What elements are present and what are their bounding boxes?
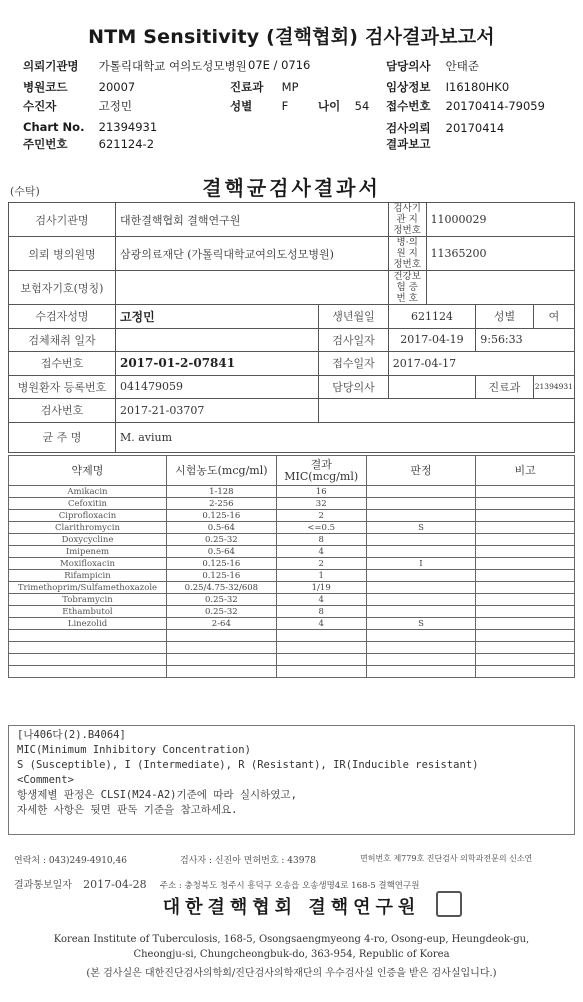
info-row [9,305,575,329]
exam-no-label: 검사번호 [9,399,116,423]
note-cell [476,582,575,594]
mic-cell: 4 [276,618,366,630]
health-ins-label: 건강보험 증 번 호 [388,271,426,305]
result-row [9,534,575,546]
reg-no-value: 2017-01-2-07841 [115,352,318,376]
exam-req-row [386,120,504,136]
footer-examiner: 검사자 : 신진아 면허번호 : 43978 [180,856,316,866]
request-org-value: 가톨릭대학교 여의도성모병원 [98,59,247,73]
empty-cell [9,654,167,666]
lab-name-value: 대한결핵협회 결핵연구원 [115,203,388,237]
col-range: 시험농도(mcg/ml) [166,456,276,486]
mic-cell: 8 [276,534,366,546]
interp-cell [366,606,476,618]
empty-cell [276,642,366,654]
accession-value: 20170414-79059 [445,99,545,113]
col-mic: 결과 MIC(mcg/ml) [276,456,366,486]
empty-cell [9,642,167,654]
pt-reg-label: 병원환자 등록번호 [9,375,116,399]
exam-time-value: 9:56:33 [476,328,575,352]
empty-cell [366,654,476,666]
lab-name-label: 검사기관명 [9,203,116,237]
empty-cell [9,630,167,642]
document-title: NTM Sensitivity (결핵협회) 검사결과보고서 [88,26,495,48]
notes-line-2: 자세한 사항은 뒷면 판독 기준을 참고하세요. [17,804,238,816]
note-cell [476,498,575,510]
range-cell: 0.25-32 [166,534,276,546]
age-row [318,98,369,114]
certification-disclaimer: (본 검사실은 대한진단검사의학회/진단검사의학재단의 우수검사실 인증을 받은 검사실입니다.) [86,968,497,979]
interp-cell: S [366,522,476,534]
range-cell: 0.25-32 [166,606,276,618]
drug-cell: Ciprofloxacin [9,510,167,522]
req-hosp-value: 삼광의료재단 (가톨릭대학교여의도성모병원) [115,237,388,271]
interp-cell: I [366,558,476,570]
age-value: 54 [354,99,370,113]
range-cell: 2-256 [166,498,276,510]
result-row [9,570,575,582]
interp-cell [366,498,476,510]
note-cell [476,618,575,630]
hospital-code-row [23,79,135,95]
resident-row [23,136,154,152]
empty-cell [366,630,476,642]
exam-date-value: 2017-04-19 [388,328,476,352]
empty-cell [166,642,276,654]
range-cell: 1-128 [166,486,276,498]
empty-result-row [9,654,575,666]
interp-cell [366,534,476,546]
drug-cell: Imipenem [9,546,167,558]
notes-comment-label: <Comment> [17,774,74,786]
doctor-row [386,58,479,74]
info-row [9,399,575,423]
range-cell: 0.125-16 [166,570,276,582]
resident-value: 621124-2 [98,137,155,151]
hosp-id-value: 11365200 [426,237,574,271]
drug-cell: Amikacin [9,486,167,498]
patient-row [23,98,132,114]
notes-box [8,725,575,835]
dept-label-cell: 진료과 [476,375,534,399]
institute-en-line-2: Cheongju-si, Chungcheongbuk-do, 363-954, Republic of Korea [133,949,450,960]
empty-cell [476,654,575,666]
footer-manager: 면허번호 제779호 진단검사 의학과전문의 신소연 [360,854,533,863]
exam-no-empty [319,399,575,423]
empty-cell [166,654,276,666]
drug-cell: Clarithromycin [9,522,167,534]
sex-label-cell: 성별 [476,305,534,329]
mic-cell: 4 [276,546,366,558]
note-cell [476,558,575,570]
doctor-label: 담당의사 [386,59,431,73]
result-row [9,606,575,618]
empty-cell [276,630,366,642]
empty-result-row [9,630,575,642]
notify-date: 2017-04-28 [83,878,147,891]
mic-cell: 16 [276,486,366,498]
lab-id-label: 검사기관 지정번호 [388,203,426,237]
request-org-label: 의뢰기관명 [23,59,79,73]
chart-label: Chart No. [23,120,85,134]
mic-cell: 32 [276,498,366,510]
drug-cell: Trimethoprim/Sulfamethoxazole [9,582,167,594]
notes-mic: MIC(Minimum Inhibitory Concentration) [17,744,251,756]
hospital-code-label: 병원코드 [23,80,68,94]
result-row [9,546,575,558]
hospital-code-value: 20007 [98,80,136,94]
clinical-value: I16180HK0 [445,80,510,94]
report-title: 결핵균검사결과서 [202,176,381,200]
collect-date-value [115,328,318,352]
interp-cell [366,510,476,522]
drug-cell: Rifampicin [9,570,167,582]
clinical-label: 임상정보 [386,80,431,94]
patient-info-table [8,202,575,453]
empty-cell [366,666,476,678]
interp-cell [366,582,476,594]
interp-cell [366,594,476,606]
empty-cell [166,630,276,642]
institute-en-line-1: Korean Institute of Tuberculosis, 168-5, Osongsaengmyeong 4-ro, Osong-eup, Heungdeok-gu, [53,934,530,945]
resident-label: 주민번호 [23,137,68,151]
exam-req-label: 검사의뢰 [386,121,431,135]
doc-label: 담당의사 [319,375,388,399]
results-body [9,486,575,678]
clinical-row [386,79,509,95]
exam-date-label: 검사일자 [319,328,388,352]
institute-name-ko: 대한결핵협회 결핵연구원 [162,897,421,918]
notes-line-1: 항생제별 판정은 CLSI(M24-A2)기준에 따라 실시하였고, [17,789,297,801]
exam-req-value: 20170414 [445,121,505,135]
empty-result-row [9,666,575,678]
scanned-report [4,170,579,990]
request-org-row [23,58,247,74]
result-row [9,510,575,522]
drug-cell: Linezolid [9,618,167,630]
ward-value: 07E / 0716 [248,58,311,72]
note-cell [476,594,575,606]
mic-cell: <=0.5 [276,522,366,534]
specimen-name-value: 고정민 [115,305,318,329]
result-row [9,618,575,630]
dept-row [230,79,299,95]
note-cell [476,534,575,546]
mic-cell: 2 [276,558,366,570]
mic-cell: 2 [276,510,366,522]
accession-row [386,98,545,114]
mic-cell: 4 [276,594,366,606]
interp-cell [366,570,476,582]
reg-date-label: 접수일자 [319,352,388,376]
dept-value-cell: 21394931 [533,375,574,399]
age-label: 나이 [318,99,341,113]
chart-row [23,120,157,134]
sex-value-cell: 여 [533,305,574,329]
note-cell [476,486,575,498]
info-row [9,352,575,376]
empty-cell [476,642,575,654]
pt-reg-value: 041479059 [115,375,318,399]
note-cell [476,570,575,582]
empty-cell [166,666,276,678]
specimen-name-label: 수검자성명 [9,305,116,329]
patient-label: 수진자 [23,99,57,113]
report-row [386,136,430,152]
info-row [9,271,575,305]
footer-address: 주소 : 충청북도 청주시 흥덕구 오송읍 오송생명4로 168-5 결핵연구원 [159,881,420,891]
insurance-label: 보험자기호(명칭) [9,271,116,305]
range-cell: 0.125-16 [166,510,276,522]
range-cell: 0.25/4.75-32/608 [166,582,276,594]
drug-cell: Cefoxitin [9,498,167,510]
suktak-label: (수탁) [10,185,40,198]
sex-value: F [281,99,289,113]
info-row [9,375,575,399]
note-cell [476,522,575,534]
interp-cell [366,546,476,558]
reg-date-value: 2017-04-17 [388,352,574,376]
collect-date-label: 검체채취 일자 [9,328,116,352]
hosp-id-label: 병·의원 지정번호 [388,237,426,271]
report-label: 결과보고 [386,137,431,151]
range-cell: 2-64 [166,618,276,630]
patient-value: 고정민 [98,99,132,113]
notes-legend: S (Susceptible), I (Intermediate), R (Resistant), IR(Inducible resistant) [17,759,479,771]
dept-value: MP [281,80,299,94]
official-seal [436,891,462,917]
lab-id-value: 11000029 [426,203,574,237]
sex-row [230,98,288,114]
info-row [9,422,575,452]
result-row [9,582,575,594]
insurance-value [115,271,388,305]
drug-cell: Doxycycline [9,534,167,546]
institute-address-en [4,932,579,962]
doctor-value: 안태준 [445,59,479,73]
drug-cell: Moxifloxacin [9,558,167,570]
info-row [9,328,575,352]
empty-cell [276,666,366,678]
empty-cell [476,630,575,642]
mic-cell: 8 [276,606,366,618]
birth-value: 621124 [388,305,476,329]
empty-cell [366,642,476,654]
result-row [9,558,575,570]
footer-notify-row [8,876,419,891]
organism-label: 균 주 명 [9,422,116,452]
result-row [9,594,575,606]
exam-no-value: 2017-21-03707 [115,399,318,423]
notify-label: 결과통보일자 [14,880,72,891]
range-cell: 0.125-16 [166,558,276,570]
req-hosp-label: 의뢰 병의원명 [9,237,116,271]
col-interp: 판정 [366,456,476,486]
empty-result-row [9,642,575,654]
drug-cell: Ethambutol [9,606,167,618]
mic-cell: 1 [276,570,366,582]
drug-cell: Tobramycin [9,594,167,606]
organism-value: M. avium [115,422,574,452]
range-cell: 0.5-64 [166,546,276,558]
info-row [9,237,575,271]
susceptibility-table [8,455,575,678]
result-row [9,486,575,498]
note-cell [476,546,575,558]
notes-code: [나406다(2).B4064] [17,729,126,741]
result-row [9,498,575,510]
chart-value: 21394931 [98,120,158,134]
result-row [9,522,575,534]
range-cell: 0.25-32 [166,594,276,606]
doc-value [388,375,476,399]
birth-label: 생년월일 [319,305,388,329]
mic-cell: 1/19 [276,582,366,594]
note-cell [476,606,575,618]
info-row [9,203,575,237]
col-note: 비고 [476,456,575,486]
dept-label: 진료과 [230,80,264,94]
empty-cell [476,666,575,678]
footer-contact: 연락처 : 043)249-4910,46 [14,856,127,866]
range-cell: 0.5-64 [166,522,276,534]
accession-label: 접수번호 [386,99,431,113]
interp-cell: S [366,618,476,630]
health-ins-value [426,271,574,305]
col-drug: 약제명 [9,456,167,486]
empty-cell [9,666,167,678]
interp-cell [366,486,476,498]
sex-label: 성별 [230,99,253,113]
reg-no-label: 접수번호 [9,352,116,376]
results-header-row [9,456,575,486]
note-cell [476,510,575,522]
empty-cell [276,654,366,666]
